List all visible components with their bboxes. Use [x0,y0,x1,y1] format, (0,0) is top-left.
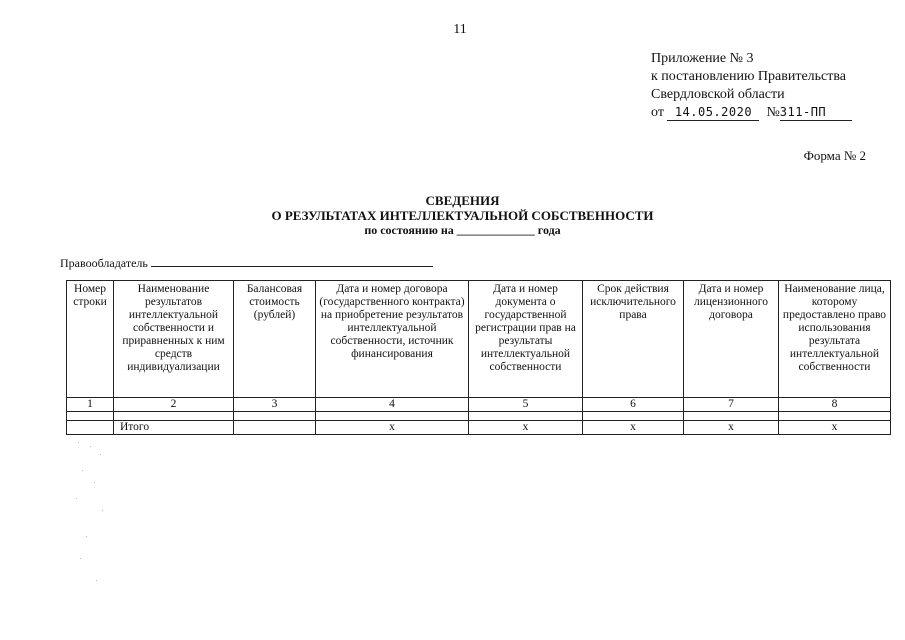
date-value: 14.05.2020 [674,105,753,119]
column-number-cell: 4 [316,398,469,412]
scan-noise [72,440,112,600]
header-cell: Срок действия исключительного права [583,281,684,398]
header-cell: Дата и номер лицензионного договора [684,281,779,398]
column-number-cell: 3 [234,398,316,412]
title-date-prefix: по состоянию на [364,223,454,237]
column-number-cell: 1 [67,398,114,412]
header-cell: Наименование лица, которому предоставлено право использования результата интеллектуальной собственности [779,281,891,398]
appendix-line-3: Свердловской области [651,87,785,102]
column-number-cell: 6 [583,398,684,412]
title-date-blank: _____________ [456,223,535,237]
title-line-1: СВЕДЕНИЯ [425,193,500,208]
appendix-line-1: Приложение № 3 [651,51,754,66]
title-line-3 [255,223,670,238]
header-cell: Дата и номер документа о государственной регистрации прав на результаты интеллектуальной собственности [469,281,583,398]
total-cell [67,421,114,435]
appendix-date-line [651,104,852,122]
header-cell: Дата и номер договора (государственного контракта) на приобретение результатов интеллектуальной собственности, источник финансирования [316,281,469,398]
rights-holder-blank [151,256,433,267]
header-cell: Номер строки [67,281,114,398]
table-header-row [67,281,891,398]
column-number-cell: 7 [684,398,779,412]
number-prefix: № [766,105,780,120]
total-cell: х [583,421,684,435]
empty-row [67,412,891,421]
column-number-row [67,398,891,412]
column-number-cell: 2 [114,398,234,412]
appendix-block [651,50,852,122]
header-cell: Наименование результатов интеллектуальной собственности и приравненных к ним средств индивидуализации [114,281,234,398]
column-number-cell: 5 [469,398,583,412]
form-label: Форма № 2 [803,148,866,163]
total-cell: х [684,421,779,435]
title-line-2: О РЕЗУЛЬТАТАХ ИНТЕЛЛЕКТУАЛЬНОЙ СОБСТВЕННОСТИ [271,208,654,223]
page-number: 11 [453,22,467,37]
header-cell: Балансовая стоимость (рублей) [234,281,316,398]
rights-holder-label: Правообладатель [60,256,148,270]
total-cell: х [779,421,891,435]
total-row [67,421,891,435]
number-value: 311-ПП [779,105,827,119]
total-cell: х [316,421,469,435]
date-prefix: от [651,105,664,120]
results-table [66,280,891,435]
column-number-cell: 8 [779,398,891,412]
total-cell [234,421,316,435]
total-cell: х [469,421,583,435]
total-label-cell: Итого [114,421,234,435]
title-date-suffix: года [537,223,561,237]
rights-holder-row [60,256,433,271]
appendix-line-2: к постановлению Правительства [651,69,847,84]
